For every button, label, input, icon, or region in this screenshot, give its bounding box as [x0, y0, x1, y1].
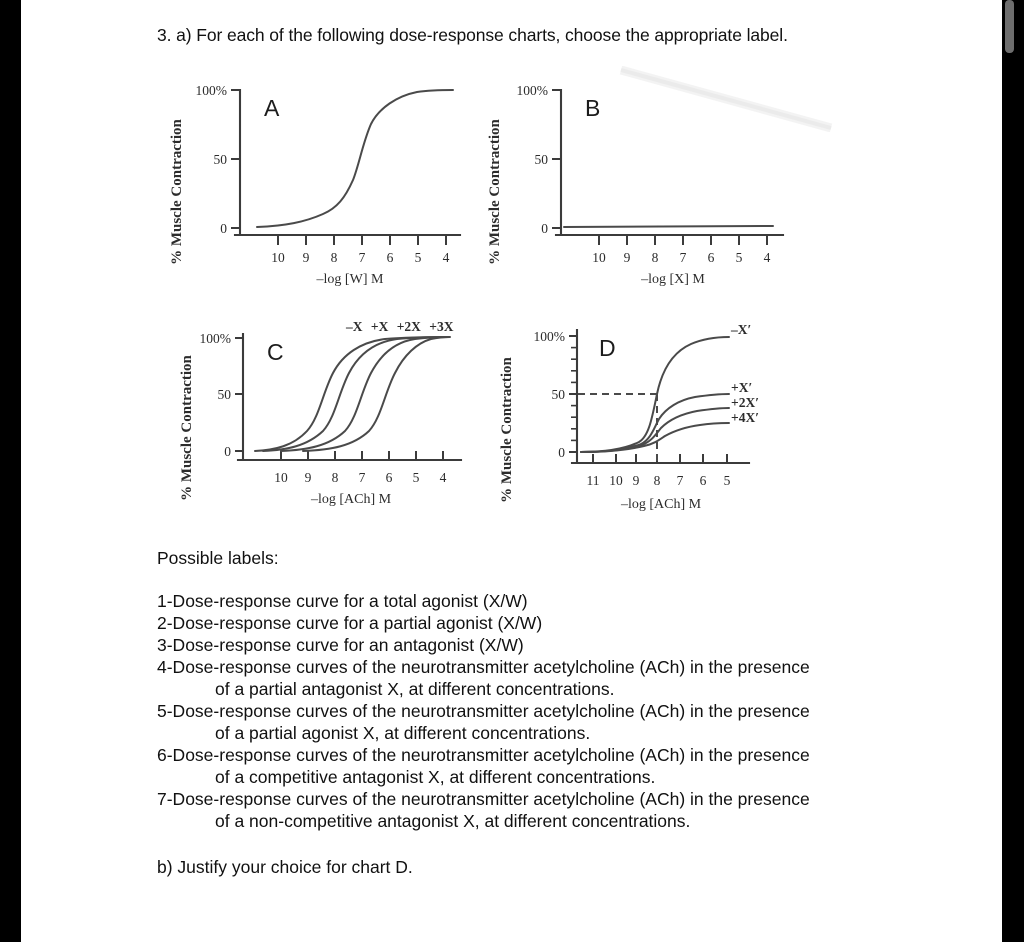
- chart-a-ylabel-100: 100%: [195, 83, 227, 98]
- scrollbar-thumb[interactable]: [1005, 0, 1014, 53]
- chart-a-xlabel-10: 10: [271, 250, 285, 265]
- chart-d-xlabel-9: 9: [632, 473, 640, 488]
- chart-b-ylabel-50: 50: [534, 152, 548, 167]
- chart-c-xlabel-9: 9: [304, 470, 312, 485]
- chart-a-xlabel: –log [W] M: [316, 272, 384, 287]
- chart-a-xlabel-4: 4: [442, 250, 450, 265]
- chart-d-ylabel-50: 50: [551, 387, 565, 402]
- chart-a-xlabel-5: 5: [414, 250, 422, 265]
- chart-d-xlabel: –log [ACh] M: [620, 497, 702, 512]
- chart-b-xlabel-8: 8: [651, 250, 659, 265]
- scanned-page: [21, 0, 1002, 942]
- chart-d-xlabel-8: 8: [653, 473, 661, 488]
- chart-b-xlabel: –log [X] M: [641, 272, 705, 287]
- chart-a-xlabel-8: 8: [330, 250, 338, 265]
- chart-a-panel-letter: A: [264, 95, 280, 121]
- chart-c-xlabel-10: 10: [274, 470, 288, 485]
- label-item-7: 7-Dose-response curves of the neurotransmitter acetylcholine (ACh) in the presence: [157, 789, 810, 809]
- chart-d-ylabel: % Muscle Contraction: [499, 357, 515, 503]
- chart-d: [489, 318, 819, 523]
- chart-d-xticks: [593, 454, 727, 463]
- chart-d-label-minusXprime: –X′: [731, 322, 752, 337]
- chart-b-xlabel-4: 4: [763, 250, 771, 265]
- chart-d-ylabel-100: 100%: [533, 329, 565, 344]
- label-item-2: 2-Dose-response curve for a partial agonist (X/W): [157, 613, 543, 633]
- chart-c-curve-labels: [345, 319, 454, 334]
- chart-c: [171, 318, 481, 518]
- label-item-4: 4-Dose-response curves of the neurotransmitter acetylcholine (ACh) in the presence: [157, 657, 810, 677]
- chart-d-xlabel-7b: 5: [723, 473, 731, 488]
- label-item-6: 6-Dose-response curves of the neurotransmitter acetylcholine (ACh) in the presence: [157, 745, 810, 765]
- chart-a-xlabel-7: 7: [358, 250, 366, 265]
- possible-labels-list: [157, 590, 917, 832]
- chart-d-xlabel-10: 10: [609, 473, 623, 488]
- chart-a-ylabel-50: 50: [213, 152, 227, 167]
- chart-b: [483, 72, 803, 287]
- label-item-3: 3-Dose-response curve for an antagonist (X/W): [157, 635, 524, 655]
- chart-b-xticks: [599, 235, 767, 245]
- chart-d-ylabel-0: 0: [558, 445, 565, 460]
- chart-c-label-plus3X: +3X: [429, 319, 454, 334]
- chart-c-ylabel-100: 100%: [199, 331, 231, 346]
- label-item-5-cont: of a partial agonist X, at different concentrations.: [215, 723, 591, 743]
- chart-b-panel-letter: B: [585, 95, 601, 121]
- part-b-question: b) Justify your choice for chart D.: [157, 857, 413, 877]
- chart-c-label-minusX: –X: [346, 319, 363, 334]
- label-item-7-cont: of a non-competitive antagonist X, at different concentrations.: [215, 811, 691, 831]
- chart-a-xlabel-9: 9: [302, 250, 310, 265]
- chart-d-label-plus2Xprime: +2X′: [731, 395, 759, 410]
- chart-b-xlabel-10: 10: [592, 250, 606, 265]
- chart-c-xlabel-6: 6: [385, 470, 393, 485]
- chart-a-curve: [257, 90, 453, 227]
- chart-c-xlabel-7: 7: [358, 470, 366, 485]
- chart-c-ylabel: % Muscle Contraction: [179, 355, 195, 501]
- chart-d-label-plusXprime: +X′: [731, 380, 753, 395]
- chart-d-xlabel-11: 11: [586, 473, 600, 488]
- chart-c-xticks: [281, 451, 443, 460]
- chart-c-curve-plusX: [263, 337, 449, 451]
- chart-c-ylabel-50: 50: [217, 387, 231, 402]
- page-title: 3. a) For each of the following dose-response charts, choose the appropriate label.: [157, 25, 788, 45]
- chart-c-xlabel-8: 8: [331, 470, 339, 485]
- label-item-5: 5-Dose-response curves of the neurotransmitter acetylcholine (ACh) in the presence: [157, 701, 810, 721]
- chart-b-ylabel: % Muscle Contraction: [487, 119, 503, 265]
- chart-b-xlabel-9: 9: [623, 250, 631, 265]
- chart-a-xticks: [278, 235, 446, 245]
- label-item-1: 1-Dose-response curve for a total agonist (X/W): [157, 591, 528, 611]
- chart-a-ylabel: % Muscle Contraction: [169, 119, 185, 265]
- chart-b-xlabel-5: 5: [735, 250, 743, 265]
- chart-b-curve: [564, 226, 773, 227]
- chart-d-label-plus4Xprime: +4X′: [731, 410, 759, 425]
- chart-c-xlabel: –log [ACh] M: [310, 492, 392, 507]
- chart-b-ylabel-0: 0: [541, 221, 548, 236]
- chart-a-ylabel-0: 0: [220, 221, 227, 236]
- label-item-6-cont: of a competitive antagonist X, at different concentrations.: [215, 767, 656, 787]
- chart-a: [165, 72, 475, 287]
- chart-b-ylabel-100: 100%: [516, 83, 548, 98]
- chart-c-xlabel-5: 5: [412, 470, 420, 485]
- chart-c-label-plus2X: +2X: [396, 319, 421, 334]
- possible-labels-heading: Possible labels:: [157, 548, 279, 568]
- chart-c-ylabel-0: 0: [224, 444, 231, 459]
- chart-c-xlabel-4: 4: [439, 470, 447, 485]
- vertical-scrollbar[interactable]: [1002, 0, 1024, 942]
- chart-b-xlabel-6: 6: [707, 250, 715, 265]
- chart-c-curve-minusX: [255, 337, 449, 451]
- label-item-4-cont: of a partial antagonist X, at different concentrations.: [215, 679, 615, 699]
- chart-d-panel-letter: D: [599, 335, 616, 361]
- chart-c-panel-letter: C: [267, 339, 284, 365]
- chart-c-label-plusX: +X: [370, 319, 389, 334]
- chart-d-curve-plus2Xprime: [581, 408, 729, 452]
- chart-d-xlabel-6: 6: [699, 473, 707, 488]
- chart-d-xlabel-7: 7: [676, 473, 684, 488]
- chart-a-xlabel-6: 6: [386, 250, 394, 265]
- chart-b-xlabel-7: 7: [679, 250, 687, 265]
